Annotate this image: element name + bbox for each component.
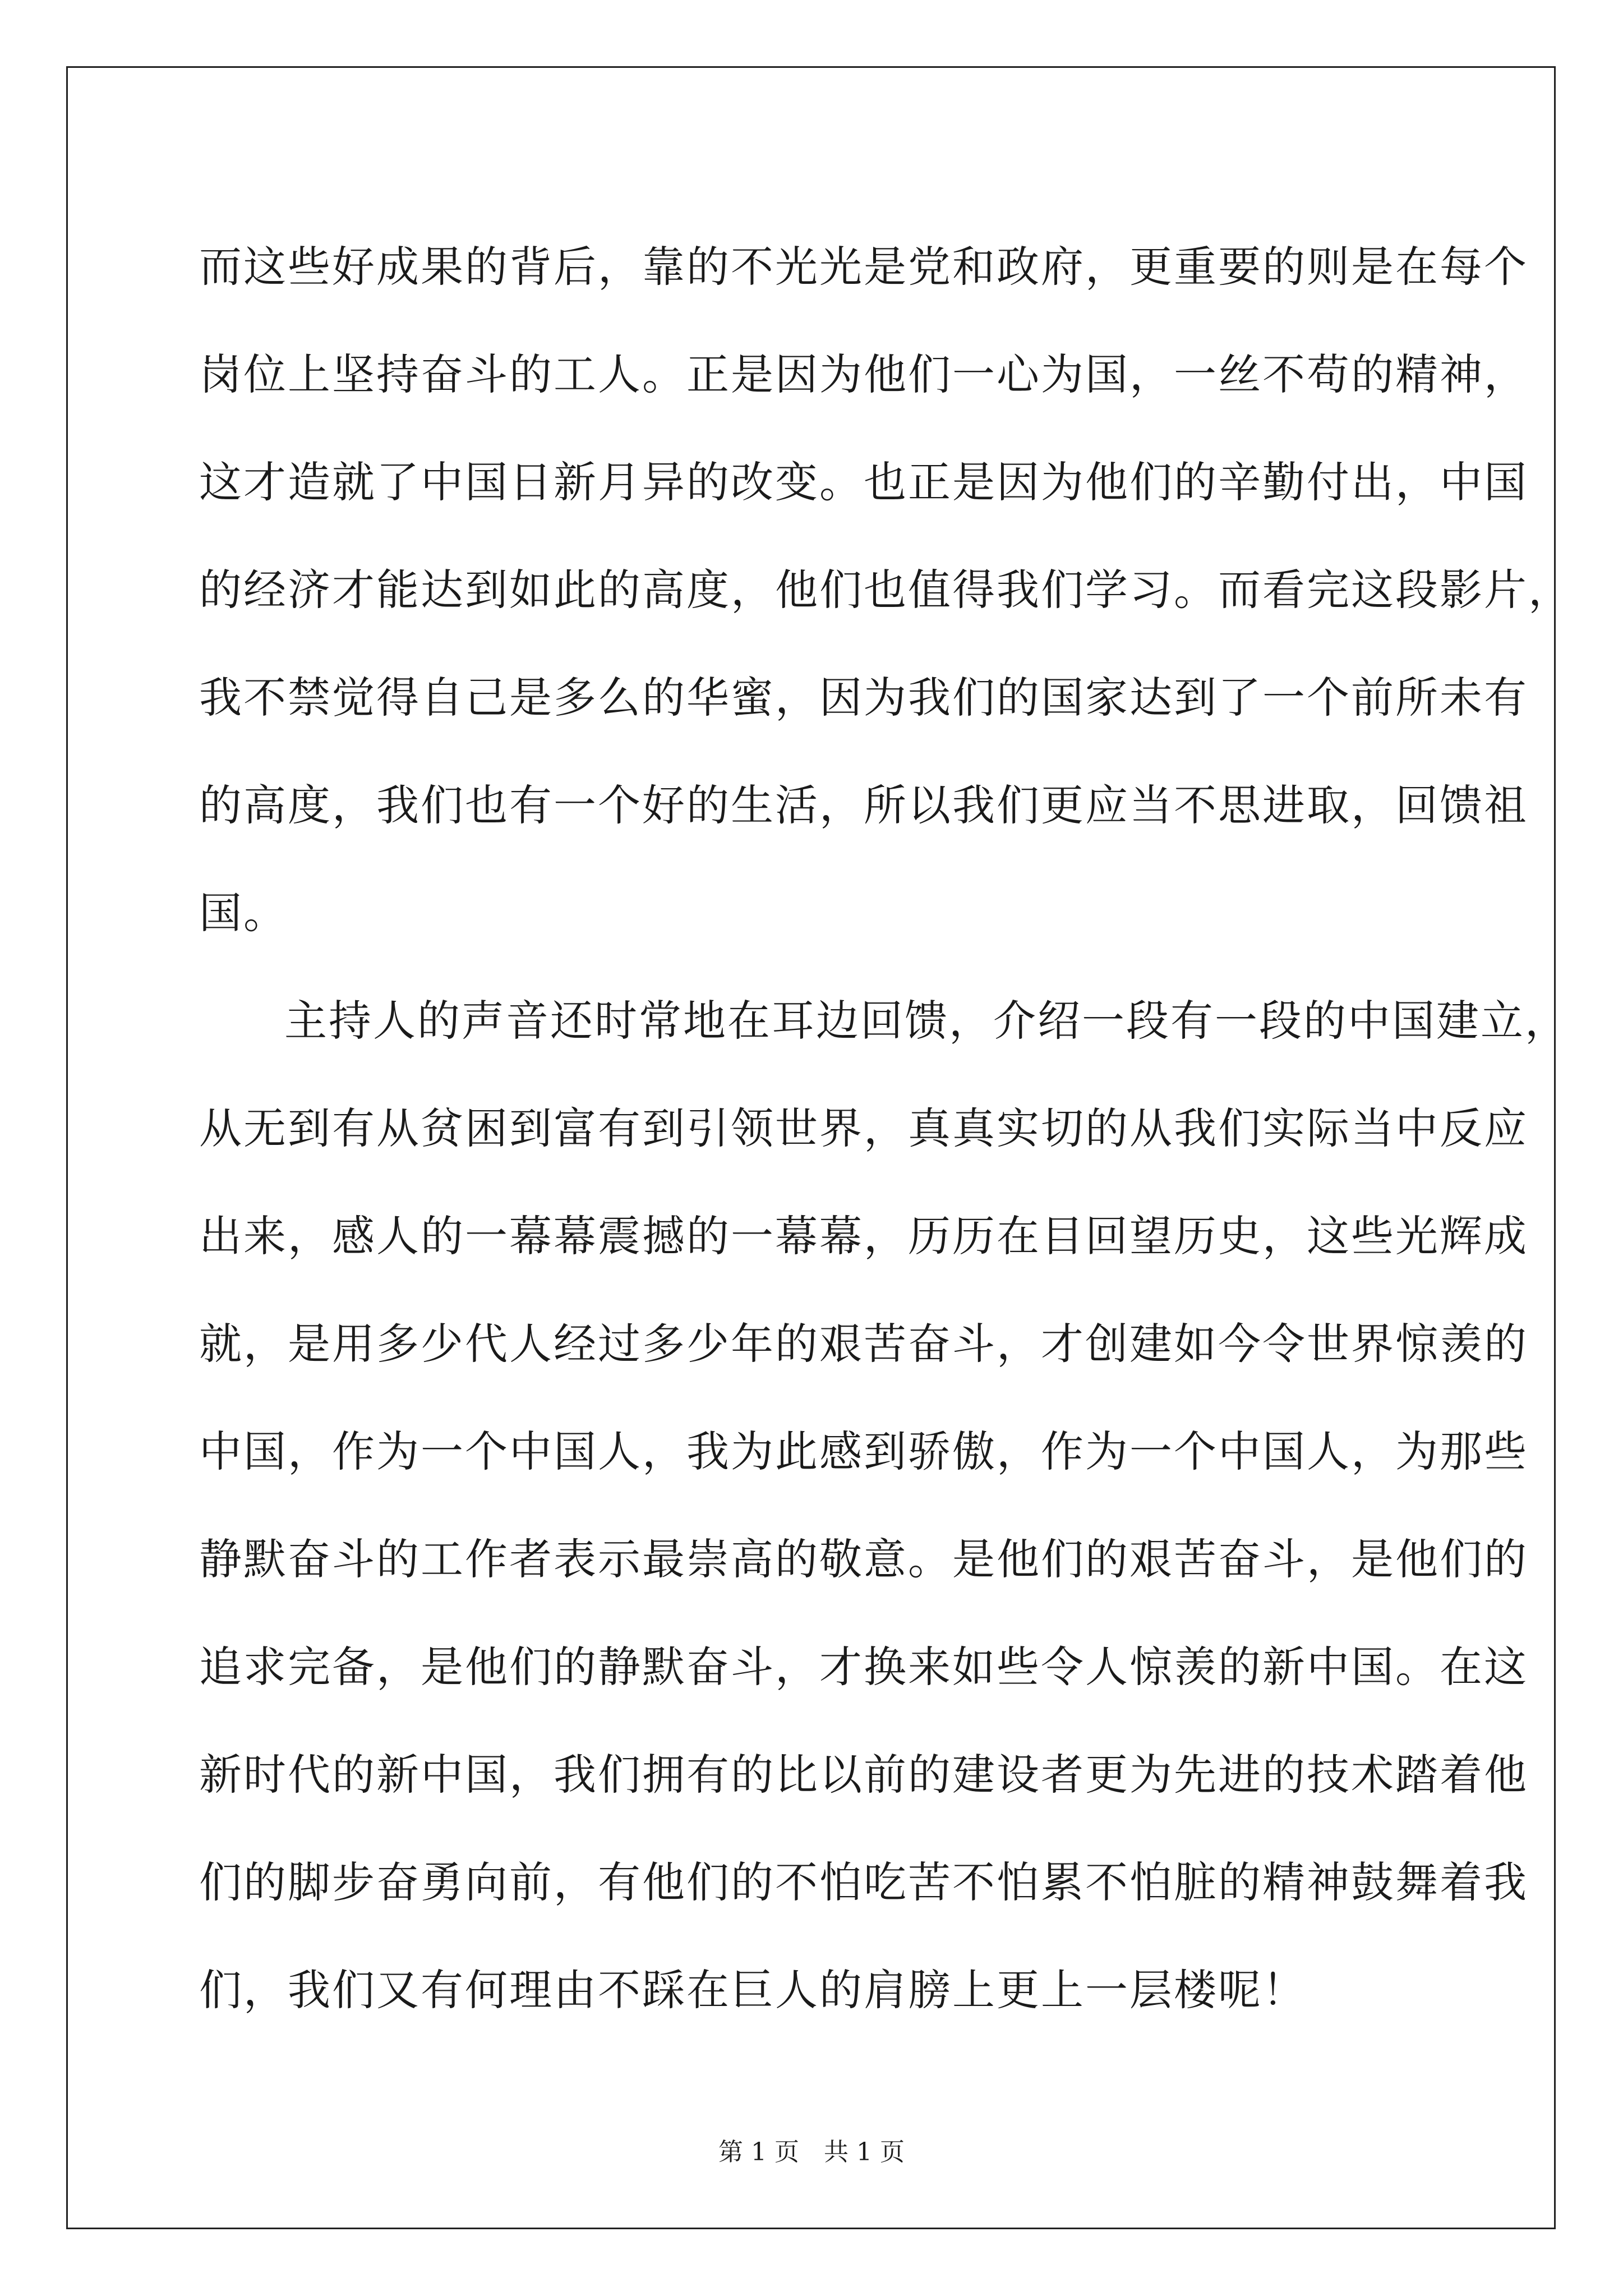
page-number-footer: 第 1 页 共 1 页 [718, 2138, 905, 2166]
text-line: 们，我们又有何理由不踩在巨人的肩膀上更上一层楼呢！ [199, 1965, 1307, 2015]
text-line: 就，是用多少代人经过多少年的艰苦奋斗，才创建如今令世界惊羡的 [199, 1319, 1528, 1369]
text-line: 岗位上坚持奋斗的工人。正是因为他们一心为国，一丝不苟的精神， [199, 349, 1528, 399]
text-line: 从无到有从贫困到富有到引领世界，真真实切的从我们实际当中反应 [199, 1103, 1528, 1153]
text-line: 的经济才能达到如此的高度，他们也值得我们学习。而看完这段影片， [199, 565, 1573, 615]
text-line: 的高度，我们也有一个好的生活，所以我们更应当不思进取，回馈祖 [199, 780, 1528, 830]
text-line: 而这些好成果的背后，靠的不光光是党和政府，更重要的则是在每个 [199, 242, 1528, 292]
text-line: 中国，作为一个中国人，我为此感到骄傲，作为一个中国人，为那些 [199, 1427, 1528, 1476]
text-line: 我不禁觉得自己是多么的华蜜，因为我们的国家达到了一个前所未有 [199, 673, 1528, 723]
text-line: 国。 [199, 888, 288, 938]
text-line: 静默奋斗的工作者表示最崇高的敬意。是他们的艰苦奋斗，是他们的 [199, 1534, 1528, 1584]
text-line: 新时代的新中国，我们拥有的比以前的建设者更为先进的技术踏着他 [199, 1750, 1528, 1800]
document-body [199, 213, 1573, 2044]
text-line: 出来，感人的一幕幕震撼的一幕幕，历历在目回望历史，这些光辉成 [199, 1211, 1528, 1261]
text-line: 这才造就了中国日新月异的改变。也正是因为他们的辛勤付出，中国 [199, 457, 1528, 507]
text-line: 追求完备，是他们的静默奋斗，才换来如些令人惊羡的新中国。在这 [199, 1642, 1528, 1692]
text-line: 们的脚步奋勇向前，有他们的不怕吃苦不怕累不怕脏的精神鼓舞着我 [199, 1857, 1528, 1907]
paragraph-start-line: 主持人的声音还时常地在耳边回馈，介绍一段有一段的中国建立， [284, 996, 1569, 1046]
